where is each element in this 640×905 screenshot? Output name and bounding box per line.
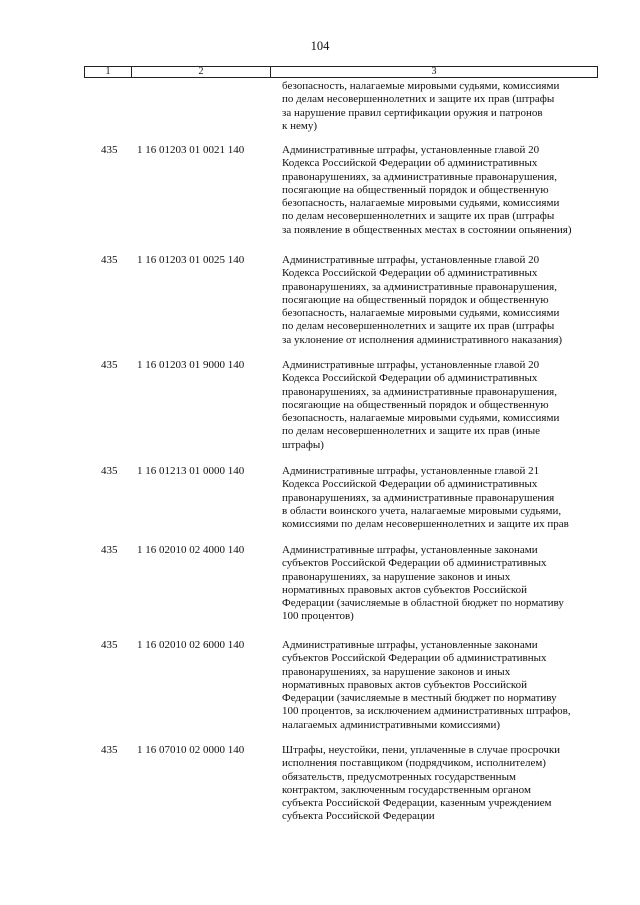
description-line: комиссиями по делам несовершеннолетних и защите их прав xyxy=(282,518,569,531)
description-cell xyxy=(282,254,602,347)
description-line: Административные штрафы, установленные главой 20 xyxy=(282,254,540,266)
description-line: Штрафы, неустойки, пени, уплаченные в случае просрочки xyxy=(282,744,561,756)
description-cell xyxy=(282,744,602,824)
description-line: правонарушениях, за административные правонарушения, xyxy=(282,280,557,293)
admin-code-cell: 435 xyxy=(101,254,118,266)
description-line: Кодекса Российской Федерации об административных xyxy=(282,157,538,170)
description-line: за нарушение правил сертификации оружия и патронов xyxy=(282,106,543,119)
description-line: субъектов Российской Федерации об административных xyxy=(282,652,547,665)
description-line: Федерации (зачисляемые в местный бюджет по нормативу xyxy=(282,692,557,705)
description-line: обязательств, предусмотренных государственным xyxy=(282,770,516,783)
admin-code-cell: 435 xyxy=(101,744,118,756)
description-line: правонарушениях, за нарушение законов и иных xyxy=(282,570,511,583)
admin-code-cell: 435 xyxy=(101,639,118,651)
description-line: посягающие на общественный порядок и общественную xyxy=(282,293,549,306)
kbk-code-cell: 1 16 01213 01 0000 140 xyxy=(137,465,245,477)
admin-code-cell: 435 xyxy=(101,359,118,371)
description-line: посягающие на общественный порядок и общественную xyxy=(282,398,549,411)
description-line: по делам несовершеннолетних и защите их прав (штрафы xyxy=(282,210,555,223)
admin-code-cell: 435 xyxy=(101,144,118,156)
kbk-code-cell: 1 16 07010 02 0000 140 xyxy=(137,744,245,756)
description-line: за уклонение от исполнения административного наказания) xyxy=(282,333,563,346)
kbk-code-cell: 1 16 02010 02 6000 140 xyxy=(137,639,245,651)
description-line: по делам несовершеннолетних и защите их прав (иные xyxy=(282,425,541,438)
header-cell-2: 2 xyxy=(132,67,271,77)
description-line: Кодекса Российской Федерации об административных xyxy=(282,478,538,491)
description-line: налагаемых административными комиссиями) xyxy=(282,718,501,731)
description-line: нормативных правовых актов субъектов Российской xyxy=(282,678,528,691)
kbk-code-cell: 1 16 01203 01 9000 140 xyxy=(137,359,245,371)
description-line: 100 процентов, за исключением административных штрафов, xyxy=(282,705,571,718)
description-line: правонарушениях, за нарушение законов и иных xyxy=(282,665,511,678)
description-line: контрактом, заключенным государственным органом xyxy=(282,783,531,796)
description-line: безопасность, налагаемые мировыми судьями, комиссиями xyxy=(282,412,560,425)
admin-code-cell: 435 xyxy=(101,544,118,556)
kbk-code-cell: 1 16 02010 02 4000 140 xyxy=(137,544,245,556)
header-cell-3: 3 xyxy=(431,66,437,77)
description-line: субъекта Российской Федерации, казенным учреждением xyxy=(282,797,552,810)
description-line: по делам несовершеннолетних и защите их прав (штрафы xyxy=(282,320,555,333)
table-header-row xyxy=(84,66,598,78)
description-line: правонарушениях, за административные правонарушения, xyxy=(282,385,557,398)
description-line: правонарушениях, за административные правонарушения, xyxy=(282,170,557,183)
description-line: по делам несовершеннолетних и защите их прав (штрафы xyxy=(282,93,555,106)
description-line: 100 процентов) xyxy=(282,610,354,623)
description-line: посягающие на общественный порядок и общественную xyxy=(282,183,549,196)
header-cell-1: 1 xyxy=(85,67,132,77)
description-line: субъекта Российской Федерации xyxy=(282,810,435,823)
description-line: Кодекса Российской Федерации об административных xyxy=(282,372,538,385)
description-line: Административные штрафы, установленные главой 20 xyxy=(282,359,540,371)
description-line: безопасность, налагаемые мировыми судьями, комиссиями xyxy=(282,307,560,320)
kbk-code-cell: 1 16 01203 01 0021 140 xyxy=(137,144,245,156)
kbk-code-cell: 1 16 01203 01 0025 140 xyxy=(137,254,245,266)
description-cell xyxy=(282,465,602,531)
description-line: Административные штрафы, установленные законами xyxy=(282,544,538,556)
description-line: исполнения поставщиком (подрядчиком, исполнителем) xyxy=(282,757,546,770)
description-line: Административные штрафы, установленные главой 21 xyxy=(282,465,540,477)
admin-code-cell: 435 xyxy=(101,465,118,477)
description-cell xyxy=(282,144,602,237)
description-line: безопасность, налагаемые мировыми судьями, комиссиями xyxy=(282,197,560,210)
description-line: Административные штрафы, установленные законами xyxy=(282,639,538,651)
description-cell xyxy=(282,359,602,452)
description-line: за появление в общественных местах в состоянии опьянения) xyxy=(282,223,572,236)
description-line: безопасность, налагаемые мировыми судьями, комиссиями xyxy=(282,80,560,92)
description-line: к нему) xyxy=(282,119,317,132)
page-number: 104 xyxy=(310,39,330,53)
description-cell xyxy=(282,639,602,732)
description-line: в области воинского учета, налагаемые мировыми судьями, xyxy=(282,504,562,517)
description-line: Административные штрафы, установленные главой 20 xyxy=(282,144,540,156)
description-cell xyxy=(282,80,602,133)
description-line: Кодекса Российской Федерации об административных xyxy=(282,267,538,280)
description-line: штрафы) xyxy=(282,438,324,451)
description-line: нормативных правовых актов субъектов Российской xyxy=(282,583,528,596)
description-line: субъектов Российской Федерации об административных xyxy=(282,557,547,570)
description-line: правонарушениях, за административные правонарушения xyxy=(282,491,555,504)
description-line: Федерации (зачисляемые в областной бюджет по нормативу xyxy=(282,597,564,610)
description-cell xyxy=(282,544,602,624)
